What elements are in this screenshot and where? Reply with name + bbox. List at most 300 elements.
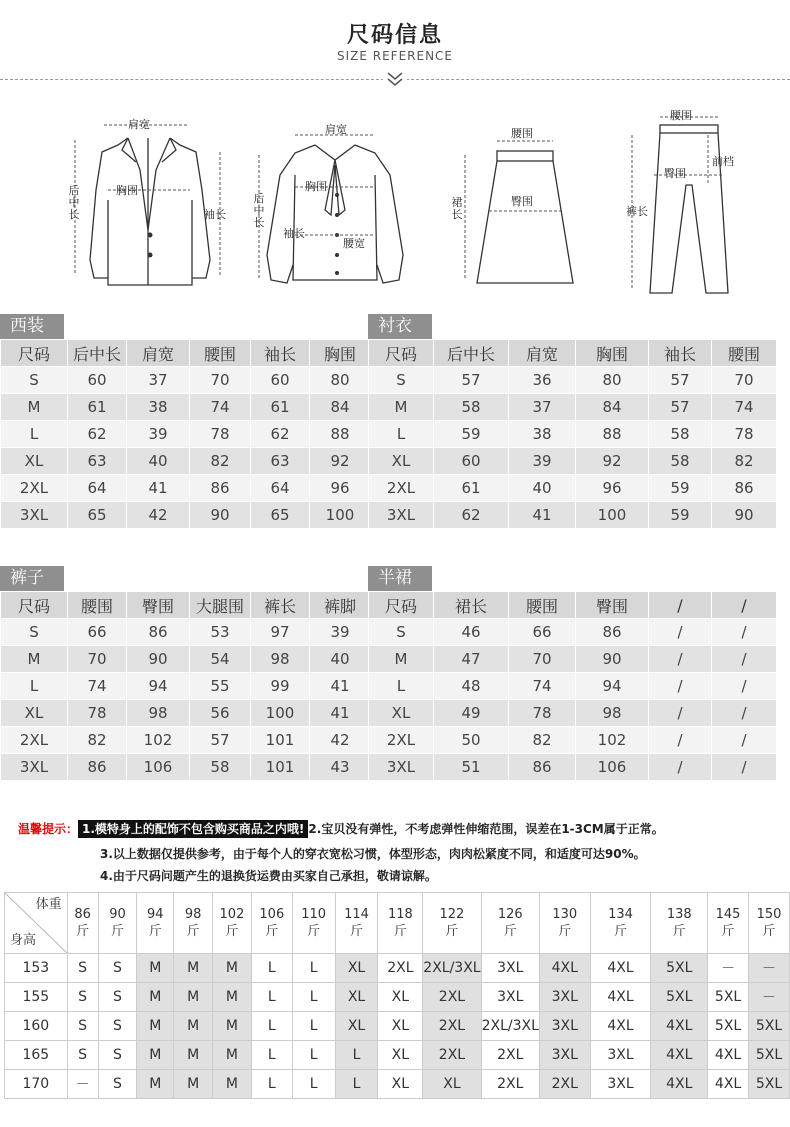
height-cell: 155 <box>5 983 68 1012</box>
size-cell: － <box>749 983 790 1012</box>
size-cell: XL <box>335 1012 378 1041</box>
table-cell: 90 <box>190 502 251 529</box>
table-cell: 59 <box>649 502 712 529</box>
pants-rise-label: 前档 <box>712 155 734 168</box>
table-cell: XL <box>369 700 434 727</box>
table-cell: 96 <box>310 475 371 502</box>
table-row <box>369 727 777 754</box>
size-cell: L <box>251 983 292 1012</box>
note-2: 2.宝贝没有弹性，不考虑弹性伸缩范围，误差在1-3CM属于正常。 <box>308 822 664 836</box>
weight-unit: 斤 <box>672 924 686 939</box>
size-cell: XL <box>378 1070 423 1099</box>
table-row <box>369 421 777 448</box>
page-subtitle: SIZE REFERENCE <box>336 49 454 63</box>
note-4: 4.由于尺码问题产生的退换货运费由买家自己承担，敬请谅解。 <box>100 869 437 883</box>
size-cell: L <box>292 954 335 983</box>
size-cell: 5XL <box>749 1041 790 1070</box>
size-cell: 4XL <box>708 1070 749 1099</box>
weight-header-cell <box>539 893 590 954</box>
table-cell: 2XL <box>369 727 434 754</box>
table-header-row <box>369 340 777 367</box>
weight-unit: 斤 <box>503 924 517 939</box>
table-cell: 82 <box>712 448 777 475</box>
weight-value: 106 <box>259 907 285 922</box>
table-cell: 66 <box>509 619 576 646</box>
table-header-cell: 胸围 <box>576 340 649 367</box>
table-cell: 98 <box>251 646 310 673</box>
shirt-waist-label: 腰宽 <box>343 237 365 250</box>
weight-header-cell <box>481 893 539 954</box>
table-cell: 60 <box>251 367 310 394</box>
pants-length-label: 裤长 <box>626 205 648 218</box>
table-cell: 36 <box>509 367 576 394</box>
size-cell: 3XL <box>481 983 539 1012</box>
table-header-cell: 尺码 <box>1 592 68 619</box>
pants-waist-label: 腰围 <box>670 109 692 122</box>
table-cell: 43 <box>310 754 371 781</box>
size-cell: L <box>251 954 292 983</box>
table-cell: 100 <box>310 502 371 529</box>
pants-diagram <box>620 105 770 300</box>
size-cell: M <box>137 1041 174 1070</box>
table-cell: 94 <box>576 673 649 700</box>
table-cell: 47 <box>434 646 509 673</box>
size-cell: XL <box>335 983 378 1012</box>
weight-header-cell <box>651 893 708 954</box>
table-cell: 88 <box>576 421 649 448</box>
weight-header-cell <box>213 893 252 954</box>
table-row <box>1 673 371 700</box>
table-cell: / <box>712 673 777 700</box>
table-cell: 64 <box>251 475 310 502</box>
table-cell: XL <box>1 700 68 727</box>
table-title: 裤子 <box>0 566 64 591</box>
weight-label: 体重 <box>35 897 62 912</box>
table-cell: 60 <box>68 367 127 394</box>
pants-hip-label: 臀围 <box>664 167 686 180</box>
size-cell: 5XL <box>749 1012 790 1041</box>
size-cell: 2XL <box>539 1070 590 1099</box>
size-cell: 3XL <box>590 1070 651 1099</box>
table-row <box>369 448 777 475</box>
table-row <box>369 673 777 700</box>
table-cell: 41 <box>127 475 190 502</box>
size-cell: 5XL <box>708 1012 749 1041</box>
shirt-diagram <box>245 115 425 300</box>
size-cell: M <box>174 954 213 983</box>
table-row <box>1 475 371 502</box>
table-cell: 82 <box>68 727 127 754</box>
size-cell: S <box>98 1041 137 1070</box>
table-cell: 70 <box>712 367 777 394</box>
size-cell: M <box>213 983 252 1012</box>
weight-unit: 斤 <box>76 924 90 939</box>
table-row <box>369 367 777 394</box>
size-table <box>0 339 371 529</box>
weight-header-cell <box>251 893 292 954</box>
size-cell: S <box>67 954 98 983</box>
size-cell: S <box>67 983 98 1012</box>
size-cell: 2XL <box>378 954 423 983</box>
table-cell: S <box>369 619 434 646</box>
shirt-back-length-label: 后中长 <box>253 192 265 229</box>
table-row <box>1 619 371 646</box>
weight-value: 86 <box>74 907 91 922</box>
table-row <box>5 954 790 983</box>
size-cell: － <box>708 954 749 983</box>
table-cell: 106 <box>576 754 649 781</box>
table-header-cell: / <box>649 592 712 619</box>
size-cell: S <box>98 954 137 983</box>
table-cell: 2XL <box>369 475 434 502</box>
weight-value: 145 <box>715 907 741 922</box>
table-header-cell: 后中长 <box>434 340 509 367</box>
size-cell: L <box>335 1041 378 1070</box>
table-cell: 51 <box>434 754 509 781</box>
table-cell: 46 <box>434 619 509 646</box>
table-cell: 98 <box>127 700 190 727</box>
table-cell: 48 <box>434 673 509 700</box>
table-cell: 92 <box>576 448 649 475</box>
skirt-length-label: 裙长 <box>451 196 463 221</box>
table-header-cell: 裤脚 <box>310 592 371 619</box>
weight-unit: 斤 <box>225 924 239 939</box>
table-cell: 96 <box>576 475 649 502</box>
weight-unit: 斤 <box>614 924 628 939</box>
size-cell: 4XL <box>651 1041 708 1070</box>
table-cell: S <box>1 367 68 394</box>
table-cell: 54 <box>190 646 251 673</box>
size-cell: S <box>98 1070 137 1099</box>
size-cell: L <box>335 1070 378 1099</box>
table-cell: 3XL <box>369 502 434 529</box>
table-row <box>1 754 371 781</box>
weight-value: 118 <box>387 907 413 922</box>
weight-header-cell <box>749 893 790 954</box>
jacket-diagram <box>60 110 240 300</box>
table-row <box>1 727 371 754</box>
jacket-sleeve-label: 袖长 <box>204 208 226 221</box>
size-cell: S <box>98 983 137 1012</box>
weight-value: 110 <box>301 907 327 922</box>
table-cell: 39 <box>310 619 371 646</box>
table-row <box>5 983 790 1012</box>
weight-unit: 斤 <box>265 924 279 939</box>
table-header-cell: 大腿围 <box>190 592 251 619</box>
table-cell: 2XL <box>1 727 68 754</box>
table-cell: 41 <box>509 502 576 529</box>
table-cell: 61 <box>68 394 127 421</box>
table-cell: 49 <box>434 700 509 727</box>
table-cell: 82 <box>509 727 576 754</box>
table-header-cell: 腰围 <box>190 340 251 367</box>
table-cell: 90 <box>712 502 777 529</box>
table-cell: 40 <box>509 475 576 502</box>
size-cell: L <box>292 1012 335 1041</box>
height-cell: 170 <box>5 1070 68 1099</box>
table-row <box>1 448 371 475</box>
table-header-row <box>1 592 371 619</box>
table-row <box>5 1012 790 1041</box>
table-cell: 39 <box>127 421 190 448</box>
shirt-shoulder-label: 肩宽 <box>325 123 347 136</box>
size-cell: － <box>749 954 790 983</box>
table-cell: 74 <box>68 673 127 700</box>
table-header-cell: 臀围 <box>127 592 190 619</box>
table-cell: 37 <box>127 367 190 394</box>
weight-unit: 斤 <box>558 924 572 939</box>
table-cell: 90 <box>576 646 649 673</box>
weight-header-cell <box>67 893 98 954</box>
table-cell: 50 <box>434 727 509 754</box>
table-header-cell: 后中长 <box>68 340 127 367</box>
size-cell: M <box>174 1041 213 1070</box>
table-header-cell: 臀围 <box>576 592 649 619</box>
table-cell: / <box>712 754 777 781</box>
table-cell: 57 <box>434 367 509 394</box>
table-header-cell: 腰围 <box>68 592 127 619</box>
weight-unit: 斤 <box>148 924 162 939</box>
weight-header-cell <box>378 893 423 954</box>
size-cell: M <box>137 1070 174 1099</box>
size-cell: 4XL <box>590 1012 651 1041</box>
table-cell: 65 <box>251 502 310 529</box>
table-cell: 64 <box>68 475 127 502</box>
table-cell: 70 <box>190 367 251 394</box>
weight-header-cell <box>423 893 481 954</box>
shirt-sleeve-label: 袖长 <box>283 227 305 240</box>
size-cell: S <box>67 1012 98 1041</box>
table-cell: XL <box>369 448 434 475</box>
table-cell: 42 <box>310 727 371 754</box>
size-cell: XL <box>378 1012 423 1041</box>
table-cell: / <box>712 619 777 646</box>
size-cell: M <box>213 1041 252 1070</box>
table-cell: / <box>649 619 712 646</box>
table-header-cell: 腰围 <box>712 340 777 367</box>
table-cell: 98 <box>576 700 649 727</box>
table-cell: 3XL <box>369 754 434 781</box>
jacket-back-length-label: 后中长 <box>68 184 80 221</box>
size-cell: S <box>98 1012 137 1041</box>
weight-header-cell <box>292 893 335 954</box>
size-cell: 2XL <box>423 1041 481 1070</box>
table-cell: 66 <box>68 619 127 646</box>
table-cell: 53 <box>190 619 251 646</box>
table-cell: 62 <box>434 502 509 529</box>
weight-unit: 斤 <box>762 924 776 939</box>
size-cell: L <box>292 1070 335 1099</box>
table-cell: 86 <box>576 619 649 646</box>
size-cell: XL <box>335 954 378 983</box>
weight-value: 98 <box>184 907 202 922</box>
table-cell: 78 <box>190 421 251 448</box>
height-cell: 165 <box>5 1041 68 1070</box>
table-row <box>1 646 371 673</box>
size-cell: M <box>174 983 213 1012</box>
weight-header-cell <box>174 893 213 954</box>
size-cell: 3XL <box>539 983 590 1012</box>
table-cell: 90 <box>127 646 190 673</box>
table-cell: M <box>1 394 68 421</box>
table-cell: 101 <box>251 727 310 754</box>
table-cell: XL <box>1 448 68 475</box>
table-cell: 78 <box>68 700 127 727</box>
size-cell: XL <box>378 1041 423 1070</box>
table-header-cell: 胸围 <box>310 340 371 367</box>
size-cell: M <box>137 954 174 983</box>
height-weight-table <box>4 892 790 1099</box>
notes-line-1 <box>18 820 664 837</box>
weight-unit: 斤 <box>186 924 200 939</box>
size-table <box>368 591 777 781</box>
table-row <box>5 1070 790 1099</box>
shirt-illustration <box>245 115 425 300</box>
table-cell: L <box>369 421 434 448</box>
weight-value: 90 <box>109 907 126 922</box>
table-row <box>1 421 371 448</box>
table-cell: 100 <box>251 700 310 727</box>
table-cell: 101 <box>251 754 310 781</box>
skirt-hip-label: 臀围 <box>511 195 533 208</box>
table-cell: 84 <box>310 394 371 421</box>
page-title: 尺码信息 <box>346 23 443 48</box>
note-1: 1.模特身上的配饰不包含购买商品之内哦! <box>78 820 308 838</box>
size-cell: M <box>213 1070 252 1099</box>
weight-value: 122 <box>439 907 465 922</box>
weight-header-row <box>5 893 790 954</box>
table-cell: 65 <box>68 502 127 529</box>
skirt-diagram <box>445 115 595 295</box>
size-cell: 4XL <box>651 1012 708 1041</box>
table-cell: 61 <box>251 394 310 421</box>
weight-header-cell <box>98 893 137 954</box>
size-cell: M <box>213 1012 252 1041</box>
table-cell: 78 <box>509 700 576 727</box>
table-header-cell: 尺码 <box>1 340 68 367</box>
table-cell: 70 <box>509 646 576 673</box>
table-title: 半裙 <box>368 566 432 591</box>
table-cell: 82 <box>190 448 251 475</box>
table-cell: 38 <box>509 421 576 448</box>
size-cell: 3XL <box>481 954 539 983</box>
table-row <box>369 700 777 727</box>
size-cell: L <box>251 1070 292 1099</box>
table-row <box>1 367 371 394</box>
size-cell: L <box>251 1041 292 1070</box>
size-cell: L <box>251 1012 292 1041</box>
table-cell: 84 <box>576 394 649 421</box>
table-header-cell: / <box>712 592 777 619</box>
table-cell: / <box>712 700 777 727</box>
table-row <box>369 502 777 529</box>
chevron-down-icon <box>383 70 407 88</box>
table-cell: 63 <box>251 448 310 475</box>
size-cell: 4XL <box>708 1041 749 1070</box>
table-header-row <box>1 340 371 367</box>
table-cell: 61 <box>434 475 509 502</box>
table-header-row <box>369 592 777 619</box>
table-row <box>5 1041 790 1070</box>
size-cell: M <box>137 983 174 1012</box>
size-cell: － <box>67 1070 98 1099</box>
table-cell: 58 <box>649 421 712 448</box>
size-cell: 4XL <box>590 954 651 983</box>
table-cell: 42 <box>127 502 190 529</box>
table-cell: 92 <box>310 448 371 475</box>
weight-value: 138 <box>666 907 692 922</box>
size-table <box>368 339 777 529</box>
weight-value: 130 <box>552 907 578 922</box>
table-cell: 58 <box>434 394 509 421</box>
size-cell: 4XL <box>590 983 651 1012</box>
table-cell: 39 <box>509 448 576 475</box>
table-row <box>1 502 371 529</box>
table-cell: 40 <box>127 448 190 475</box>
weight-unit: 斤 <box>721 924 735 939</box>
table-cell: 106 <box>127 754 190 781</box>
shirt-chest-label: 胸围 <box>305 180 327 193</box>
table-cell: S <box>1 619 68 646</box>
weight-header-cell <box>335 893 378 954</box>
table-cell: 74 <box>509 673 576 700</box>
size-cell: 5XL <box>708 983 749 1012</box>
size-cell: 5XL <box>749 1070 790 1099</box>
size-cell: 4XL <box>651 1070 708 1099</box>
table-cell: M <box>1 646 68 673</box>
table-cell: 74 <box>712 394 777 421</box>
table-cell: L <box>1 421 68 448</box>
height-label: 身高 <box>9 933 36 948</box>
size-cell: XL <box>423 1070 481 1099</box>
table-cell: 63 <box>68 448 127 475</box>
weight-value: 150 <box>756 907 782 922</box>
size-cell: XL <box>378 983 423 1012</box>
table-cell: 37 <box>509 394 576 421</box>
jacket-shoulder-label: 肩宽 <box>128 118 150 131</box>
table-cell: 94 <box>127 673 190 700</box>
size-table <box>0 591 371 781</box>
size-cell: 2XL <box>423 1012 481 1041</box>
table-header-cell: 袖长 <box>251 340 310 367</box>
size-cell: M <box>174 1012 213 1041</box>
size-cell: 2XL/3XL <box>481 1012 539 1041</box>
size-cell: 3XL <box>539 1041 590 1070</box>
table-cell: 38 <box>127 394 190 421</box>
weight-value: 94 <box>147 907 164 922</box>
table-cell: 102 <box>127 727 190 754</box>
table-cell: 55 <box>190 673 251 700</box>
table-row <box>369 394 777 421</box>
table-cell: / <box>712 646 777 673</box>
note-3: 3.以上数据仅提供参考，由于每个人的穿衣宽松习惯，体型形态，肉肉松紧度不同，和适度可达90%。 <box>100 847 646 861</box>
table-cell: M <box>369 646 434 673</box>
table-cell: 60 <box>434 448 509 475</box>
table-cell: 100 <box>576 502 649 529</box>
table-title: 西装 <box>0 314 64 339</box>
jacket-chest-label: 胸围 <box>116 184 138 197</box>
table-header-cell: 肩宽 <box>127 340 190 367</box>
size-cell: L <box>292 983 335 1012</box>
height-cell: 153 <box>5 954 68 983</box>
table-row <box>369 475 777 502</box>
size-cell: 2XL <box>423 983 481 1012</box>
table-cell: 97 <box>251 619 310 646</box>
table-header-cell: 腰围 <box>509 592 576 619</box>
table-cell: 57 <box>649 394 712 421</box>
size-cell: 5XL <box>651 954 708 983</box>
size-cell: M <box>137 1012 174 1041</box>
